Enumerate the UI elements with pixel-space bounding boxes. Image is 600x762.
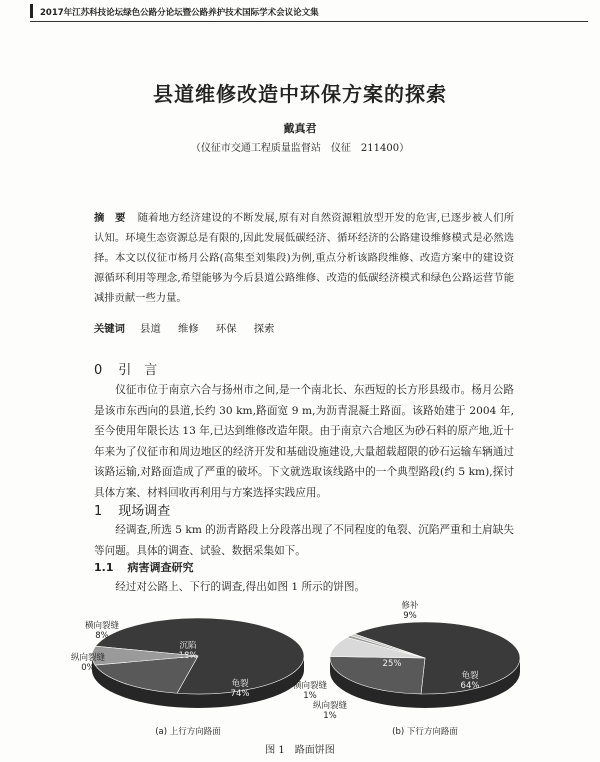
- slice-label: 纵向裂缝: [70, 653, 106, 663]
- subsection-number: 1.1: [94, 561, 114, 574]
- keywords: [94, 320, 288, 335]
- slice-label: 纵向裂缝: [312, 701, 348, 711]
- keyword: 县道: [140, 323, 161, 335]
- section-title: 引 言: [118, 363, 158, 378]
- slice-label: 横向裂缝: [84, 621, 120, 631]
- survey-paragraph: 经调查,所选 5 km 的沥青路段上分段落出现了不同程度的龟裂、沉陷严重和土肩缺失等问题。具体的调查、试验、数据采集如下。: [94, 524, 514, 557]
- figure-intro-paragraph: 经过对公路上、下行的调查,得出如图 1 所示的饼图。: [115, 581, 366, 593]
- slice-label: 修补: [401, 601, 419, 611]
- keyword: 维修: [178, 323, 199, 335]
- slice-value-label: 64%: [460, 681, 480, 691]
- keyword: 探索: [253, 323, 275, 335]
- section-title: 现场调查: [118, 504, 171, 519]
- section-number: 1: [94, 504, 103, 519]
- abstract-text: 随着地方经济建设的不断发展,原有对自然资源粗放型开发的危害,已逐步被人们所认知。环境生态资源总是有限的,因此发展低碳经济、循环经济的公路建设维修模式是必然选择。本文以仪征市杨月公路(高集至刘集段)为例,重点分析该路段维修、改造方案中的建设资源循环利用等理念,希望能够为今后县道公路维修、改造的低碳经济模式和绿色公路运营节能减排贡献一些力量。: [94, 212, 515, 304]
- keyword: 环保: [215, 323, 237, 335]
- affiliation: （仪征市交通工程质量监督站 仪征 211400）: [190, 143, 410, 154]
- pie-figure: [60, 598, 540, 740]
- slice-value-label: 25%: [382, 659, 402, 669]
- slice-label: 龟裂: [231, 679, 249, 689]
- slice-label: 横向裂缝: [292, 681, 328, 691]
- pie-subcaption: (b) 下行方向路面: [392, 727, 458, 737]
- keywords-label: 关键词: [94, 323, 125, 335]
- slice-value-label: 74%: [230, 689, 250, 699]
- slice-value-label: 1%: [323, 711, 337, 721]
- figure-caption: 图 1 路面饼图: [265, 745, 335, 756]
- pie-chart-b: [293, 600, 520, 737]
- slice-label: 沉陷: [179, 641, 197, 651]
- subsection-heading: [94, 559, 194, 575]
- section-heading-survey: [94, 500, 170, 519]
- paper-title: 县道维修改造中环保方案的探索: [153, 82, 447, 106]
- author: 戴真君: [283, 122, 317, 135]
- pie-chart-a: [71, 618, 304, 737]
- abstract-label: 摘 要: [94, 212, 126, 224]
- subsection-title: 病害调查研究: [127, 561, 194, 574]
- slice-value-label: 8%: [95, 631, 109, 641]
- section-heading-intro: [94, 359, 157, 378]
- intro-paragraph: 仪征市位于南京六合与扬州市之间,是一个南北长、东西短的长方形县级市。杨月公路是该市东西向的县道,长约 30 km,路面宽 9 m,为沥青混凝土路面。该路始建于 2004 年,至今使用年限长达 13 年,已达到维修改造年限。由于南京六合地区为砂石料的原产地,近十年来为了仪征市和周边地区的经济开发和基础设施建设,大量超载超限的砂石运输车辆通过该路运输,对路面造成了严重的破坏。下文就选取该线路中的一个典型路段(约 5 km),探讨具体方案、材料回收再利用与方案选择实践应用。: [94, 384, 514, 499]
- slice-value-label: 1%: [303, 691, 317, 701]
- pie-subcaption: (a) 上行方向路面: [155, 727, 221, 737]
- section-number: 0: [94, 363, 103, 378]
- slice-value-label: 0%: [81, 663, 95, 673]
- slice-value-label: 9%: [403, 611, 417, 621]
- slice-label: 龟裂: [461, 671, 479, 681]
- abstract: [94, 208, 514, 308]
- running-header: 2017年江苏科技论坛绿色公路分论坛暨公路养护技术国际学术会议论文集: [30, 6, 588, 22]
